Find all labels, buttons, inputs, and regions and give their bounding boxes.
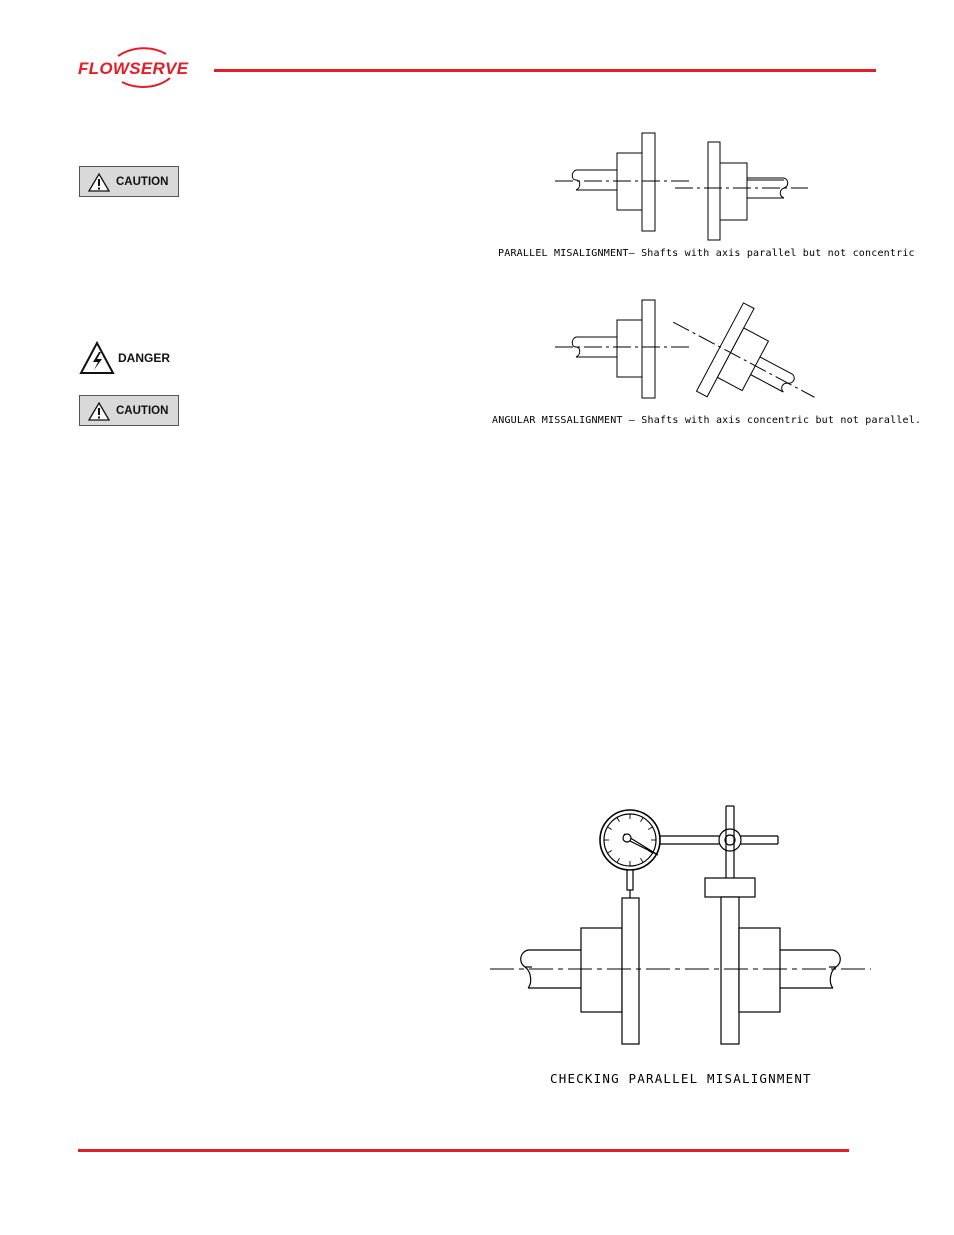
caution-text: CAUTION [116, 175, 169, 188]
angular-misalignment-diagram [540, 295, 820, 410]
electrical-hazard-icon [79, 341, 115, 375]
parallel-caption: PARALLEL MISALIGNMENT— Shafts with axis parallel but not concentric [498, 248, 915, 259]
header-rule [214, 69, 876, 72]
parallel-misalignment-diagram [540, 128, 820, 246]
flowserve-logo [78, 44, 198, 90]
checking-parallel-misalignment-diagram [488, 802, 873, 1057]
danger-label [79, 340, 170, 376]
caution-label [79, 395, 179, 426]
danger-text: DANGER [118, 351, 171, 365]
caution-label [79, 166, 179, 197]
logo-text: FLOWSERVE [78, 59, 189, 78]
checking-caption: CHECKING PARALLEL MISALIGNMENT [550, 1071, 812, 1086]
caution-text: CAUTION [116, 404, 169, 417]
warning-triangle-icon [88, 172, 110, 192]
warning-triangle-icon [88, 401, 110, 421]
angular-caption: ANGULAR MISSALIGNMENT — Shafts with axis concentric but not parallel. [492, 415, 922, 426]
footer-rule [78, 1149, 849, 1152]
